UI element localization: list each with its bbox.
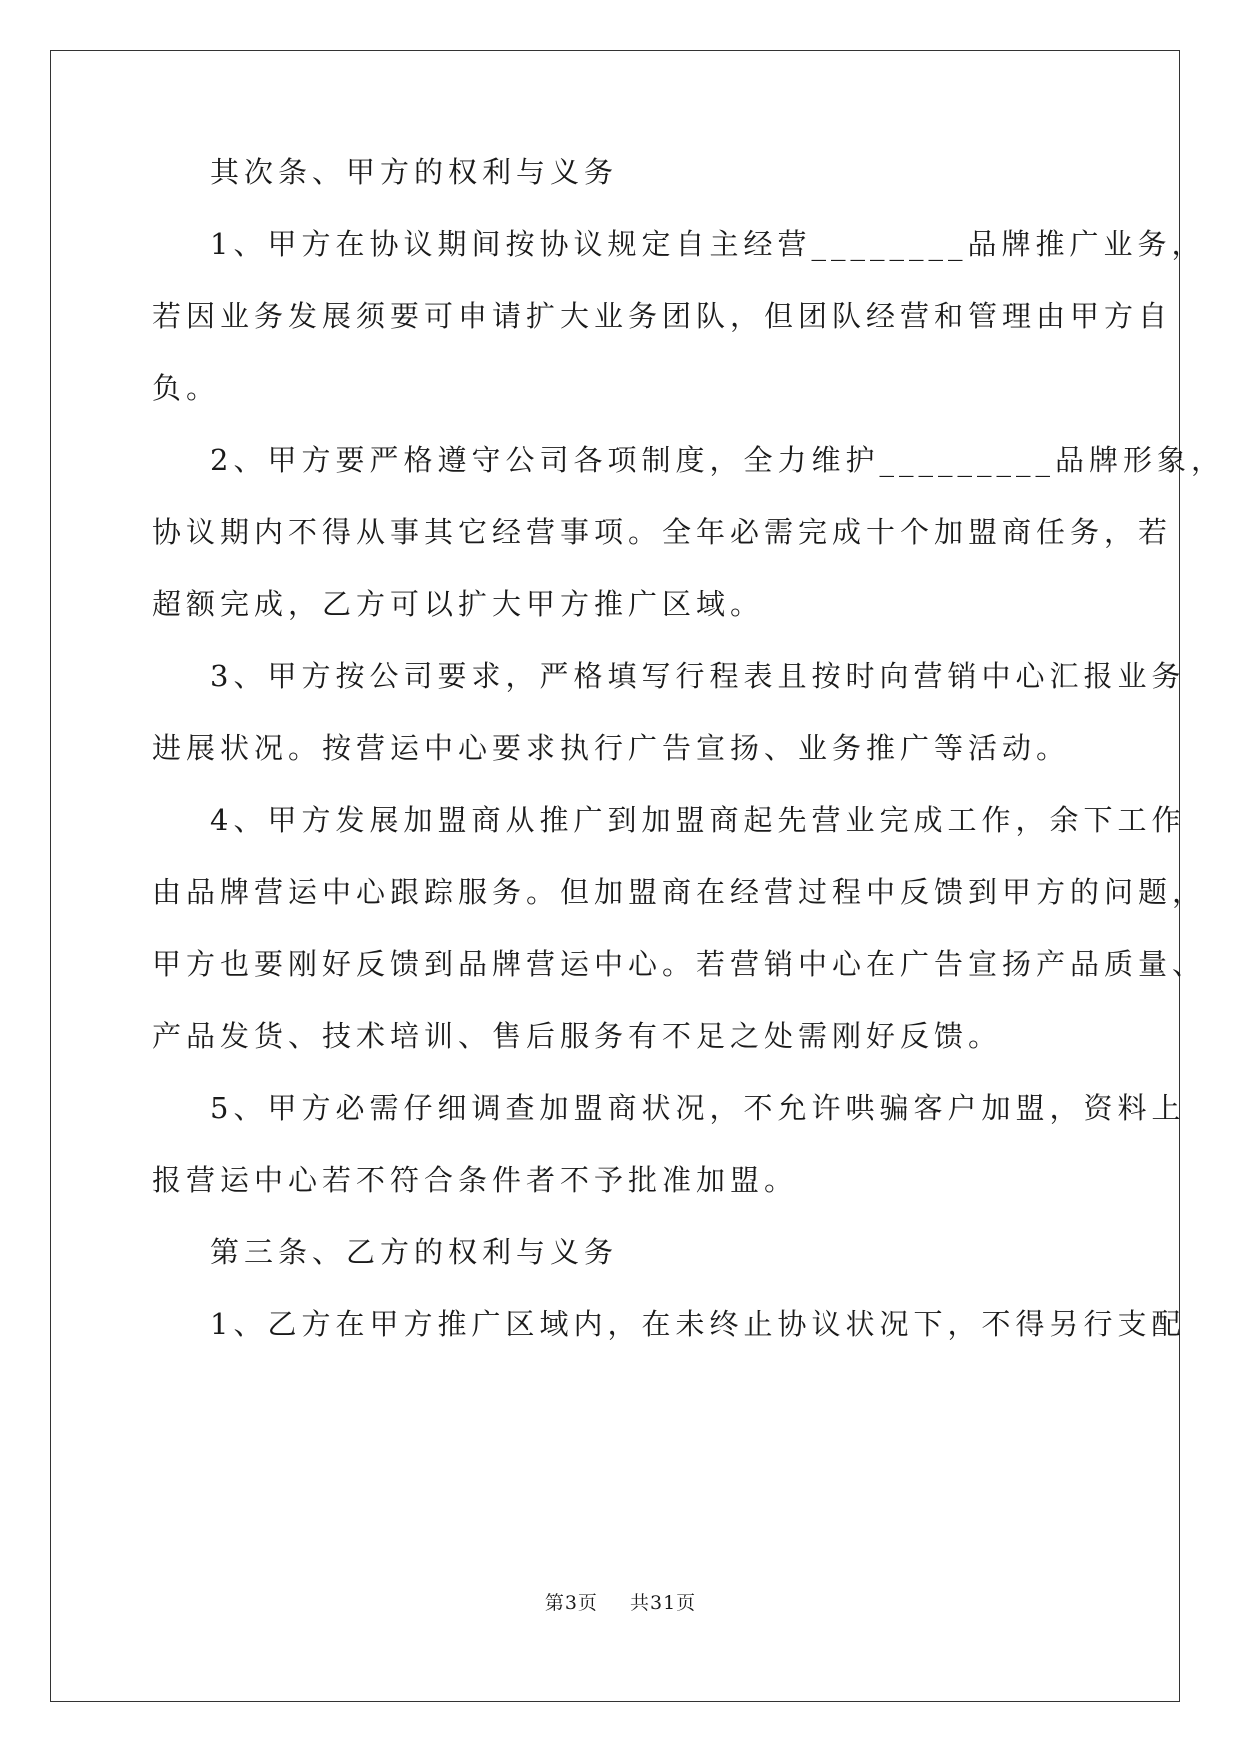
paragraph-line: 甲方也要刚好反馈到品牌营运中心。若营销中心在广告宣扬产品质量、 [152,947,1207,981]
paragraph-line: 报营运中心若不符合条件者不予批准加盟。 [152,1163,799,1197]
paragraph-line: 3、甲方按公司要求，严格填写行程表且按时向营销中心汇报业务 [210,659,1186,693]
paragraph-line: 进展状况。按营运中心要求执行广告宣扬、业务推广等活动。 [152,731,1071,765]
paragraph-line: 若因业务发展须要可申请扩大业务团队，但团队经营和管理由甲方自 [152,299,1173,333]
paragraph-line: 负。 [152,371,221,405]
paragraph-line: 2、甲方要严格遵守公司各项制度，全力维护_________品牌形象， [210,443,1225,477]
page-number: 第3页 [544,1592,598,1614]
paragraph-line: 产品发货、技术培训、售后服务有不足之处需刚好反馈。 [152,1019,1003,1053]
page-total: 共31页 [630,1592,697,1614]
section-heading-2: 其次条、甲方的权利与义务 [210,155,619,189]
paragraph-line: 4、甲方发展加盟商从推广到加盟商起先营业完成工作，余下工作 [210,803,1186,837]
paragraph-line: 协议期内不得从事其它经营事项。全年必需完成十个加盟商任务，若 [152,515,1173,549]
section-heading-3: 第三条、乙方的权利与义务 [210,1235,619,1269]
page-footer [0,1588,1241,1615]
paragraph-line: 由品牌营运中心跟踪服务。但加盟商在经营过程中反馈到甲方的问题， [152,875,1207,909]
paragraph-line: 超额完成，乙方可以扩大甲方推广区域。 [152,587,765,621]
paragraph-line: 1、甲方在协议期间按协议规定自主经营________品牌推广业务， [210,227,1206,261]
paragraph-line: 1、乙方在甲方推广区域内，在未终止协议状况下，不得另行支配 [210,1307,1186,1341]
paragraph-line: 5、甲方必需仔细调查加盟商状况，不允许哄骗客户加盟，资料上 [210,1091,1186,1125]
